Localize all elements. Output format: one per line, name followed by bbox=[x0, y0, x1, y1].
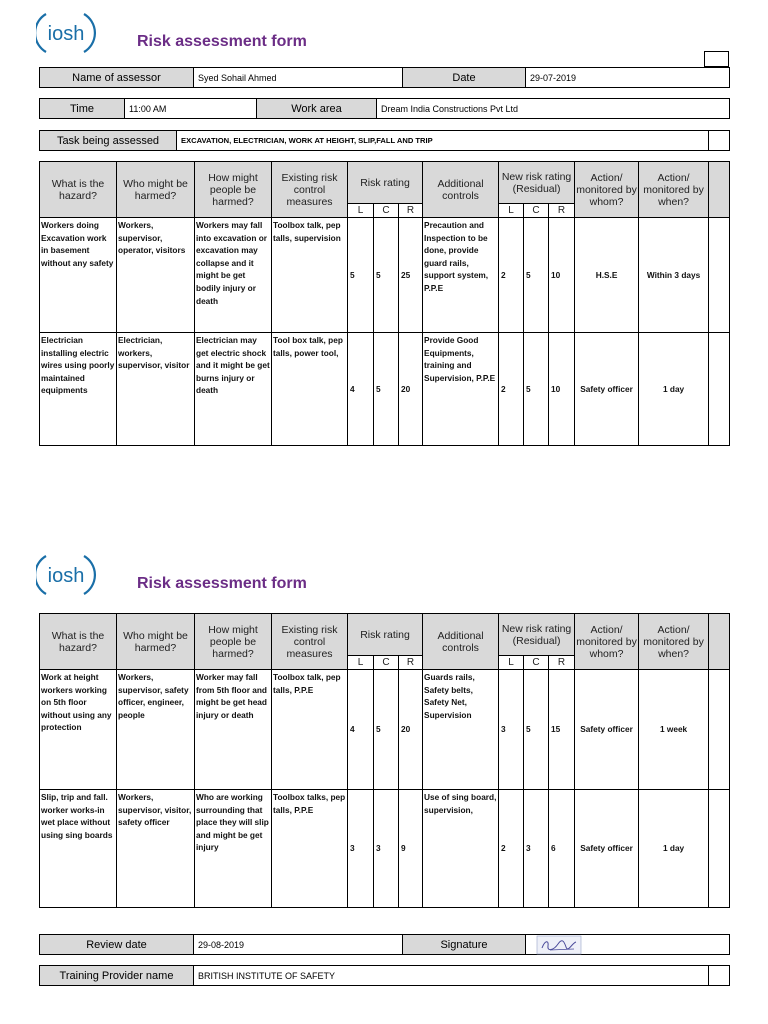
time-label: Time bbox=[40, 99, 125, 119]
cell-new-r: 10 bbox=[549, 218, 575, 333]
col-by-whom: Action/ monitored by whom? bbox=[575, 614, 639, 670]
review-date-field[interactable]: 29-08-2019 bbox=[194, 935, 403, 955]
form-title-2: Risk assessment form bbox=[137, 575, 307, 592]
col-new-r: R bbox=[549, 656, 575, 670]
col-additional: Additional controls bbox=[423, 614, 499, 670]
cell-blank bbox=[709, 670, 730, 790]
col-additional: Additional controls bbox=[423, 162, 499, 218]
cell-l: 4 bbox=[348, 670, 374, 790]
cell-how: Worker may fall from 5th floor and might be get head injury or death bbox=[195, 670, 272, 790]
col-r: R bbox=[399, 204, 423, 218]
cell-c: 3 bbox=[374, 790, 399, 908]
cell-l: 4 bbox=[348, 333, 374, 446]
cell-by-when: 1 week bbox=[639, 670, 709, 790]
corner-box bbox=[704, 51, 729, 67]
work-area-label: Work area bbox=[257, 99, 377, 119]
task-blank-cell bbox=[709, 131, 730, 151]
cell-r: 20 bbox=[399, 670, 423, 790]
svg-text:iosh: iosh bbox=[47, 565, 85, 587]
cell-l: 5 bbox=[348, 218, 374, 333]
cell-hazard: Workers doing Excavation work in basement without any safety bbox=[40, 218, 117, 333]
cell-r: 25 bbox=[399, 218, 423, 333]
cell-additional: Use of sing board, supervision, bbox=[423, 790, 499, 908]
col-new-c: C bbox=[524, 656, 549, 670]
time-field[interactable]: 11:00 AM bbox=[125, 99, 257, 119]
col-who: Who might be harmed? bbox=[117, 614, 195, 670]
signature-image bbox=[536, 935, 584, 955]
col-who: Who might be harmed? bbox=[117, 162, 195, 218]
col-new-l: L bbox=[499, 204, 524, 218]
cell-r: 9 bbox=[399, 790, 423, 908]
cell-new-l: 2 bbox=[499, 790, 524, 908]
cell-new-c: 5 bbox=[524, 670, 549, 790]
cell-l: 3 bbox=[348, 790, 374, 908]
cell-by-whom: Safety officer bbox=[575, 333, 639, 446]
time-row bbox=[39, 98, 730, 119]
signature-label: Signature bbox=[403, 935, 526, 955]
provider-row bbox=[39, 965, 730, 986]
col-new-r: R bbox=[549, 204, 575, 218]
cell-how: Who are working surrounding that place they will slip and might be get injury bbox=[195, 790, 272, 908]
assessor-label: Name of assessor bbox=[40, 68, 194, 88]
date-field[interactable]: 29-07-2019 bbox=[526, 68, 730, 88]
col-by-when: Action/ monitored by when? bbox=[639, 162, 709, 218]
cell-blank bbox=[709, 790, 730, 908]
col-how: How might people be harmed? bbox=[195, 614, 272, 670]
cell-by-when: 1 day bbox=[639, 333, 709, 446]
assessor-field[interactable]: Syed Sohail Ahmed bbox=[194, 68, 403, 88]
cell-by-whom: Safety officer bbox=[575, 790, 639, 908]
cell-who: Workers, supervisor, safety officer, engineer, people bbox=[117, 670, 195, 790]
col-c: C bbox=[374, 656, 399, 670]
provider-blank-cell bbox=[709, 966, 730, 986]
cell-existing: Toolbox talk, pep talls, supervision bbox=[272, 218, 348, 333]
date-label: Date bbox=[403, 68, 526, 88]
cell-new-l: 3 bbox=[499, 670, 524, 790]
task-row bbox=[39, 130, 730, 151]
cell-how: Electrician may get electric shock and it might be get burns injury or death bbox=[195, 333, 272, 446]
cell-who: Workers, supervisor, visitor, safety officer bbox=[117, 790, 195, 908]
svg-text:iosh: iosh bbox=[47, 23, 85, 45]
work-area-field[interactable]: Dream India Constructions Pvt Ltd bbox=[377, 99, 730, 119]
cell-new-l: 2 bbox=[499, 218, 524, 333]
col-existing: Existing risk control measures bbox=[272, 614, 348, 670]
cell-how: Workers may fall into excavation or excavation may collapse and it might be get bodily injury or death bbox=[195, 218, 272, 333]
task-label: Task being assessed bbox=[40, 131, 177, 151]
cell-new-c: 5 bbox=[524, 333, 549, 446]
cell-additional: Provide Good Equipments, training and Supervision, P.P.E bbox=[423, 333, 499, 446]
cell-c: 5 bbox=[374, 333, 399, 446]
cell-c: 5 bbox=[374, 218, 399, 333]
col-existing: Existing risk control measures bbox=[272, 162, 348, 218]
cell-c: 5 bbox=[374, 670, 399, 790]
col-blank bbox=[709, 614, 730, 670]
cell-by-whom: Safety officer bbox=[575, 670, 639, 790]
col-r: R bbox=[399, 656, 423, 670]
col-blank bbox=[709, 162, 730, 218]
col-by-when: Action/ monitored by when? bbox=[639, 614, 709, 670]
col-how: How might people be harmed? bbox=[195, 162, 272, 218]
cell-additional: Precaution and Inspection to be done, provide guard rails, support system, P.P.E bbox=[423, 218, 499, 333]
col-new-l: L bbox=[499, 656, 524, 670]
training-provider-field[interactable]: BRITISH INSTITUTE OF SAFETY bbox=[194, 966, 709, 986]
cell-existing: Toolbox talk, pep talls, P.P.E bbox=[272, 670, 348, 790]
cell-hazard: Work at height workers working on 5th floor without using any protection bbox=[40, 670, 117, 790]
cell-who: Workers, supervisor, operator, visitors bbox=[117, 218, 195, 333]
col-l: L bbox=[348, 204, 374, 218]
col-new-c: C bbox=[524, 204, 549, 218]
cell-blank bbox=[709, 333, 730, 446]
review-row bbox=[39, 934, 730, 955]
col-c: C bbox=[374, 204, 399, 218]
risk-table-1 bbox=[39, 161, 730, 446]
review-date-label: Review date bbox=[40, 935, 194, 955]
risk-table-2 bbox=[39, 613, 730, 908]
col-risk-rating: Risk rating bbox=[348, 162, 423, 204]
cell-new-l: 2 bbox=[499, 333, 524, 446]
cell-blank bbox=[709, 218, 730, 333]
cell-new-c: 5 bbox=[524, 218, 549, 333]
cell-new-c: 3 bbox=[524, 790, 549, 908]
cell-existing: Toolbox talks, pep talls, P.P.E bbox=[272, 790, 348, 908]
cell-new-r: 15 bbox=[549, 670, 575, 790]
col-hazard: What is the hazard? bbox=[40, 614, 117, 670]
cell-new-r: 10 bbox=[549, 333, 575, 446]
col-new-risk: New risk rating (Residual) bbox=[499, 614, 575, 656]
assessor-row bbox=[39, 67, 730, 88]
iosh-logo bbox=[36, 8, 92, 58]
cell-who: Electrician, workers, supervisor, visitor bbox=[117, 333, 195, 446]
cell-by-when: 1 day bbox=[639, 790, 709, 908]
col-l: L bbox=[348, 656, 374, 670]
cell-by-whom: H.S.E bbox=[575, 218, 639, 333]
col-by-whom: Action/ monitored by whom? bbox=[575, 162, 639, 218]
col-hazard: What is the hazard? bbox=[40, 162, 117, 218]
iosh-logo-2 bbox=[36, 550, 92, 600]
cell-r: 20 bbox=[399, 333, 423, 446]
form-title: Risk assessment form bbox=[137, 33, 307, 50]
cell-existing: Tool box talk, pep talls, power tool, bbox=[272, 333, 348, 446]
cell-by-when: Within 3 days bbox=[639, 218, 709, 333]
task-field[interactable]: EXCAVATION, ELECTRICIAN, WORK AT HEIGHT, SLIP,FALL AND TRIP bbox=[177, 131, 709, 151]
cell-new-r: 6 bbox=[549, 790, 575, 908]
training-provider-label: Training Provider name bbox=[40, 966, 194, 986]
col-risk-rating: Risk rating bbox=[348, 614, 423, 656]
cell-hazard: Slip, trip and fall. worker works-in wet place without using sing boards bbox=[40, 790, 117, 908]
cell-hazard: Electrician installing electric wires using poorly maintained equipments bbox=[40, 333, 117, 446]
cell-additional: Guards rails, Safety belts, Safety Net, Supervision bbox=[423, 670, 499, 790]
col-new-risk: New risk rating (Residual) bbox=[499, 162, 575, 204]
